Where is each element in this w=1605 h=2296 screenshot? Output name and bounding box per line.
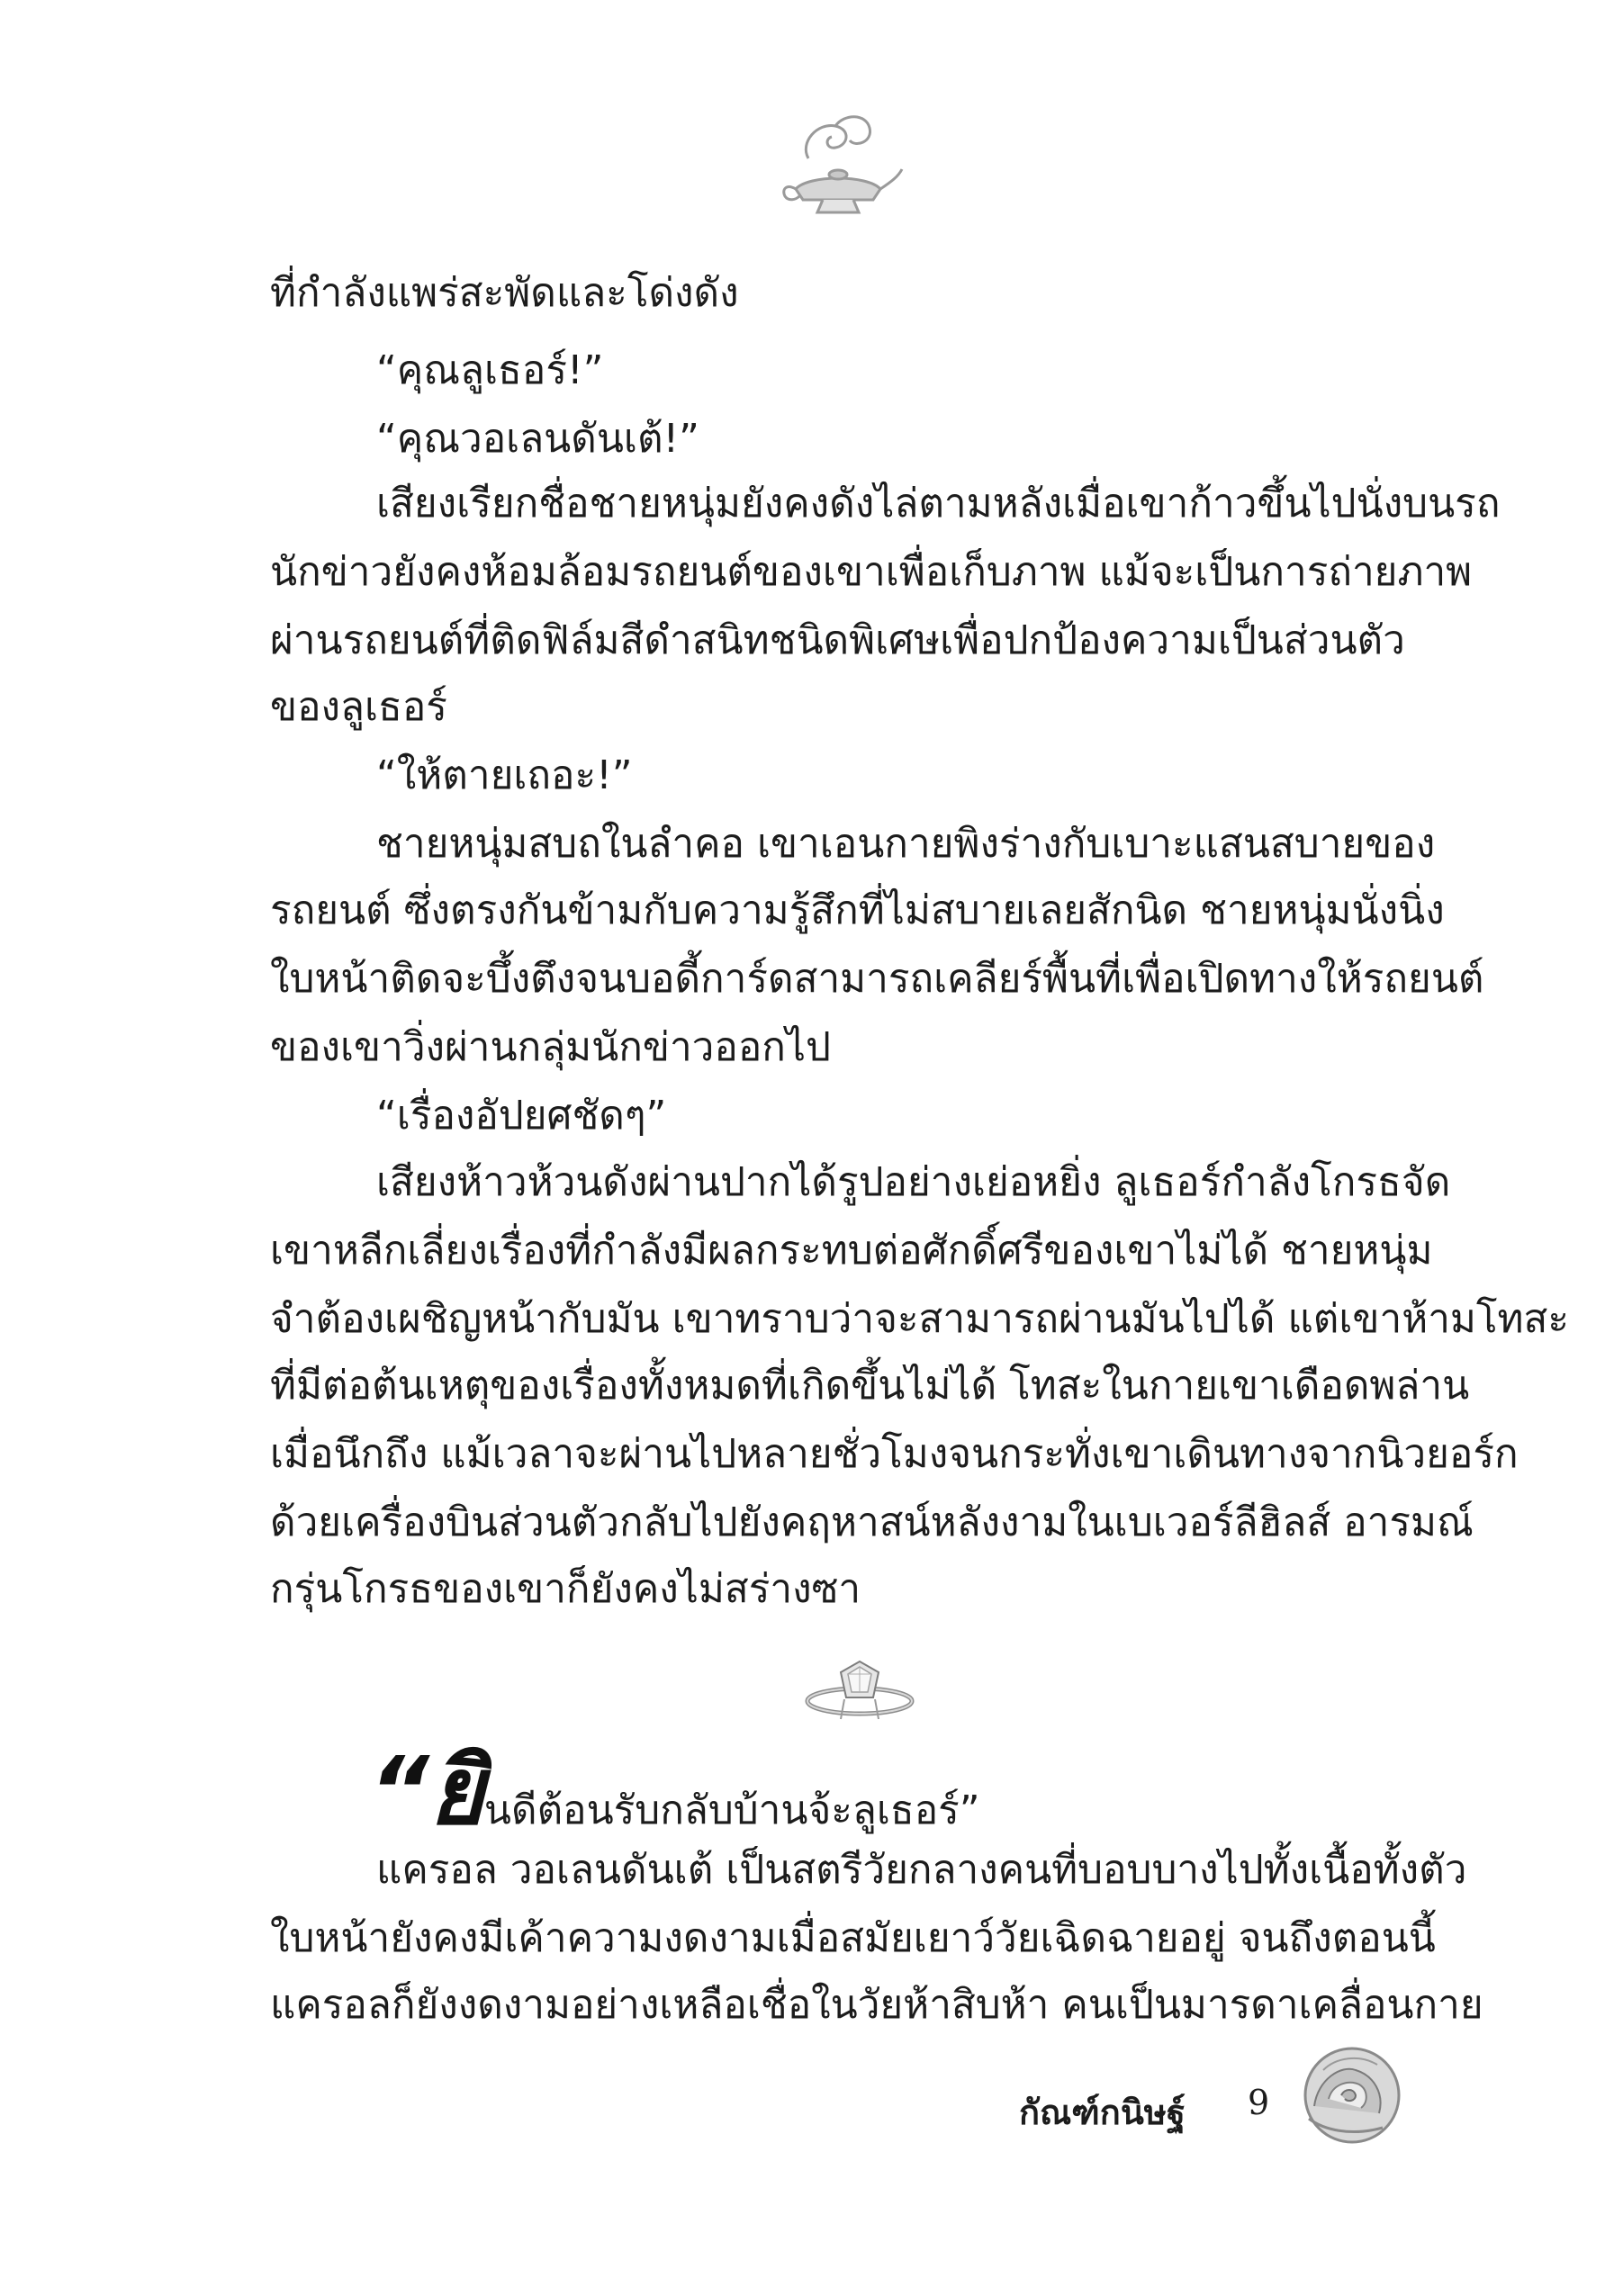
footer-author: กัณฑ์กนิษฐ์ bbox=[1019, 2093, 1186, 2132]
text-line: เสียงเรียกชื่อชายหนุ่มยังคงดังไล่ตามหลังเมื่อเขาก้าวขึ้นไปนั่งบนรถ bbox=[376, 481, 1501, 527]
text-line: เสียงห้าวห้วนดังผ่านปากได้รูปอย่างเย่อหยิ่ง ลูเธอร์กำลังโกรธจัด bbox=[376, 1159, 1451, 1205]
rose-icon bbox=[1296, 2043, 1408, 2149]
text-line: รถยนต์ ซึ่งตรงกันข้ามกับความรู้สึกที่ไม่สบายเลยสักนิด ชายหนุ่มนั่งนิ่ง bbox=[270, 887, 1445, 933]
dialogue-line: “คุณลูเธอร์!” bbox=[376, 347, 604, 393]
text-line: เมื่อนึกถึง แม้เวลาจะผ่านไปหลายชั่วโมงจนกระทั่งเขาเดินทางจากนิวยอร์ก bbox=[270, 1431, 1519, 1477]
diamond-ring-icon bbox=[801, 1654, 918, 1732]
section-opening-line bbox=[369, 1736, 980, 1846]
page-number: 9 bbox=[1248, 2083, 1270, 2122]
text-line: ชายหนุ่มสบถในลำคอ เขาเอนกายพิงร่างกับเบาะแสนสบายของ bbox=[376, 821, 1436, 867]
text-line: กรุ่นโกรธของเขาก็ยังคงไม่สร่างซา bbox=[270, 1566, 861, 1612]
dialogue-line: “คุณวอเลนดันเต้!” bbox=[376, 416, 699, 462]
text-line: ผ่านรถยนต์ที่ติดฟิล์มสีดำสนิทชนิดพิเศษเพื่อปกป้องความเป็นส่วนตัว bbox=[270, 617, 1405, 663]
text-line: แครอลก็ยังงดงามอย่างเหลือเชื่อในวัยห้าสิบห้า คนเป็นมารดาเคลื่อนกาย bbox=[270, 1982, 1483, 2028]
text-line: แครอล วอเลนดันเต้ เป็นสตรีวัยกลางคนที่บอบบางไปทั้งเนื้อทั้งตัว bbox=[376, 1847, 1467, 1893]
text-line: ที่กำลังแพร่สะพัดและโด่งดัง bbox=[270, 270, 739, 316]
text-line: ใบหน้าติดจะบึ้งตึงจนบอดี้การ์ดสามารถเคลียร์พื้นที่เพื่อเปิดทางให้รถยนต์ bbox=[270, 956, 1484, 1002]
section-opening-text: นดีต้อนรับกลับบ้านจ้ะลูเธอร์” bbox=[483, 1787, 980, 1833]
text-line: ของเขาวิ่งผ่านกลุ่มนักข่าวออกไป bbox=[270, 1024, 831, 1070]
text-line: ใบหน้ายังคงมีเค้าความงดงามเมื่อสมัยเยาว์วัยเฉิดฉายอยู่ จนถึงตอนนี้ bbox=[270, 1915, 1436, 1961]
dialogue-line: “เรื่องอัปยศชัดๆ” bbox=[376, 1093, 667, 1139]
text-line: ของลูเธอร์ bbox=[270, 684, 447, 730]
text-line: เขาหลีกเลี่ยงเรื่องที่กำลังมีผลกระทบต่อศักดิ์ศรีของเขาไม่ได้ ชายหนุ่ม bbox=[270, 1228, 1433, 1274]
dialogue-line: “ให้ตายเถอะ!” bbox=[376, 752, 633, 798]
genie-lamp-ornament-icon bbox=[772, 106, 904, 223]
drop-cap: “ยิ bbox=[369, 1736, 484, 1846]
text-line: ที่มีต่อต้นเหตุของเรื่องทั้งหมดที่เกิดขึ้นไม่ได้ โทสะในกายเขาเดือดพล่าน bbox=[270, 1363, 1470, 1409]
text-line: ด้วยเครื่องบินส่วนตัวกลับไปยังคฤหาสน์หลังงามในเบเวอร์ลีฮิลส์ อารมณ์ bbox=[270, 1499, 1474, 1545]
text-line: นักข่าวยังคงห้อมล้อมรถยนต์ของเขาเพื่อเก็บภาพ แม้จะเป็นการถ่ายภาพ bbox=[270, 549, 1473, 595]
text-line: จำต้องเผชิญหน้ากับมัน เขาทราบว่าจะสามารถผ่านมันไปได้ แต่เขาห้ามโทสะ bbox=[270, 1296, 1570, 1342]
